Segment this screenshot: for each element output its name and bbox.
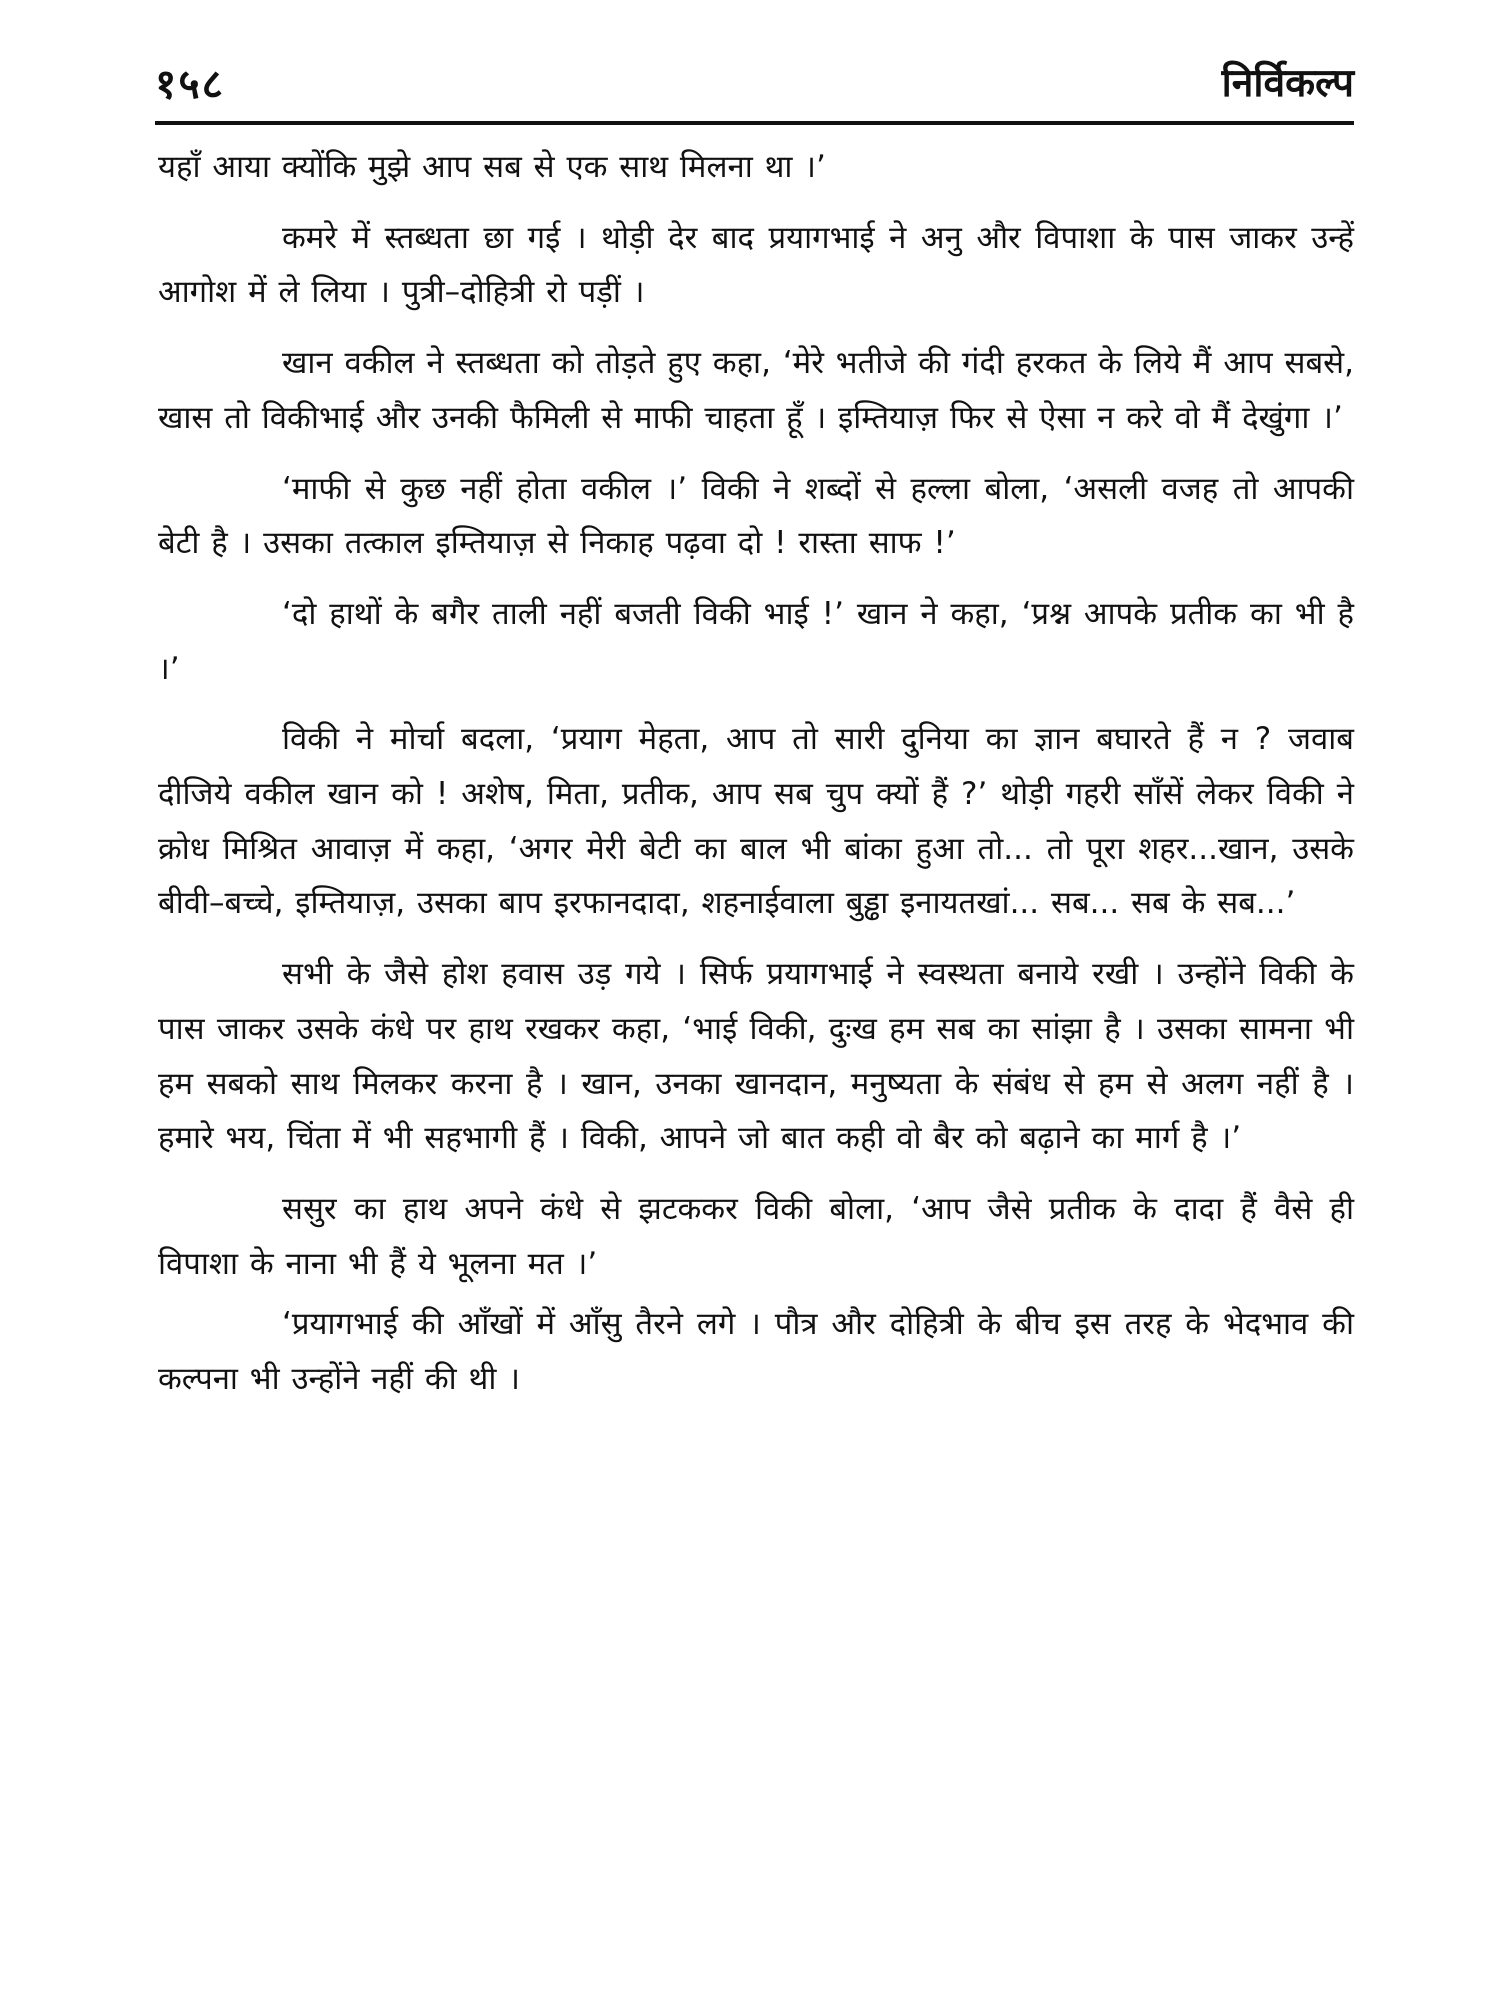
page-body — [158, 140, 1354, 1423]
book-title: निर्विकल्प — [1221, 61, 1354, 106]
paragraph-4: ‘माफी से कुछ नहीं होता वकील ।’ विकी ने शब्दों से हल्ला बोला, ‘असली वजह तो आपकी बेटी है । उसका तत्काल इम्तियाज़ से निकाह पढ़वा दो ! रास्ता साफ !’ — [158, 470, 1354, 562]
paragraph-6: विकी ने मोर्चा बदला, ‘प्रयाग मेहता, आप तो सारी दुनिया का ज्ञान बघारते हैं न ? जवाब दीजिये वकील खान को ! अशेष, मिता, प्रतीक, आप सब चुप क्यों हैं ?’ थोड़ी गहरी साँसें लेकर विकी ने क्रोध मिश्रित आवाज़ में कहा, ‘अगर मेरी बेटी का बाल भी बांका हुआ तो... तो पूरा शहर...खान, उसके बीवी–बच्चे, इम्तियाज़, उसका बाप इरफानदादा, शहनाईवाला बुड्ढा इनायतखां... सब... सब के सब...’ — [158, 721, 1354, 922]
page-header — [155, 48, 1354, 120]
page-number: १५८ — [155, 60, 225, 108]
paragraph-3: खान वकील ने स्तब्धता को तोड़ते हुए कहा, ‘मेरे भतीजे की गंदी हरकत के लिये मैं आप सबसे, खास तो विकीभाई और उनकी फैमिली से माफी चाहता हूँ । इम्तियाज़ फिर से ऐसा न करे वो मैं देखुंगा ।’ — [158, 345, 1354, 436]
paragraph-7: सभी के जैसे होश हवास उड़ गये । सिर्फ प्रयागभाई ने स्वस्थता बनाये रखी । उन्होंने विकी के पास जाकर उसके कंधे पर हाथ रखकर कहा, ‘भाई विकी, दुःख हम सब का सांझा है । उसका सामना भी हम सबको साथ मिलकर करना है । खान, उनका खानदान, मनुष्यता के संबंध से हम से अलग नहीं है । हमारे भय, चिंता में भी सहभागी हैं । विकी, आपने जो बात कही वो बैर को बढ़ाने का मार्ग है ।’ — [158, 956, 1354, 1157]
paragraph-1: यहाँ आया क्योंकि मुझे आप सब से एक साथ मिलना था ।’ — [158, 149, 826, 185]
paragraph-8: ससुर का हाथ अपने कंधे से झटककर विकी बोला, ‘आप जैसे प्रतीक के दादा हैं वैसे ही विपाशा के नाना भी हैं ये भूलना मत ।’ — [158, 1190, 1354, 1282]
paragraph-9: ‘प्रयागभाई की आँखों में आँसु तैरने लगे । पौत्र और दोहित्री के बीच इस तरह के भेदभाव की कल्पना भी उन्होंने नहीं की थी । — [158, 1306, 1354, 1398]
paragraph-5: ‘दो हाथों के बगैर ताली नहीं बजती विकी भाई !’ खान ने कहा, ‘प्रश्न आपके प्रतीक का भी है ।’ — [158, 595, 1354, 687]
header-divider — [155, 121, 1354, 125]
paragraph-2: कमरे में स्तब्धता छा गई । थोड़ी देर बाद प्रयागभाई ने अनु और विपाशा के पास जाकर उन्हें आगोश में ले लिया । पुत्री–दोहित्री रो पड़ीं । — [158, 219, 1354, 311]
